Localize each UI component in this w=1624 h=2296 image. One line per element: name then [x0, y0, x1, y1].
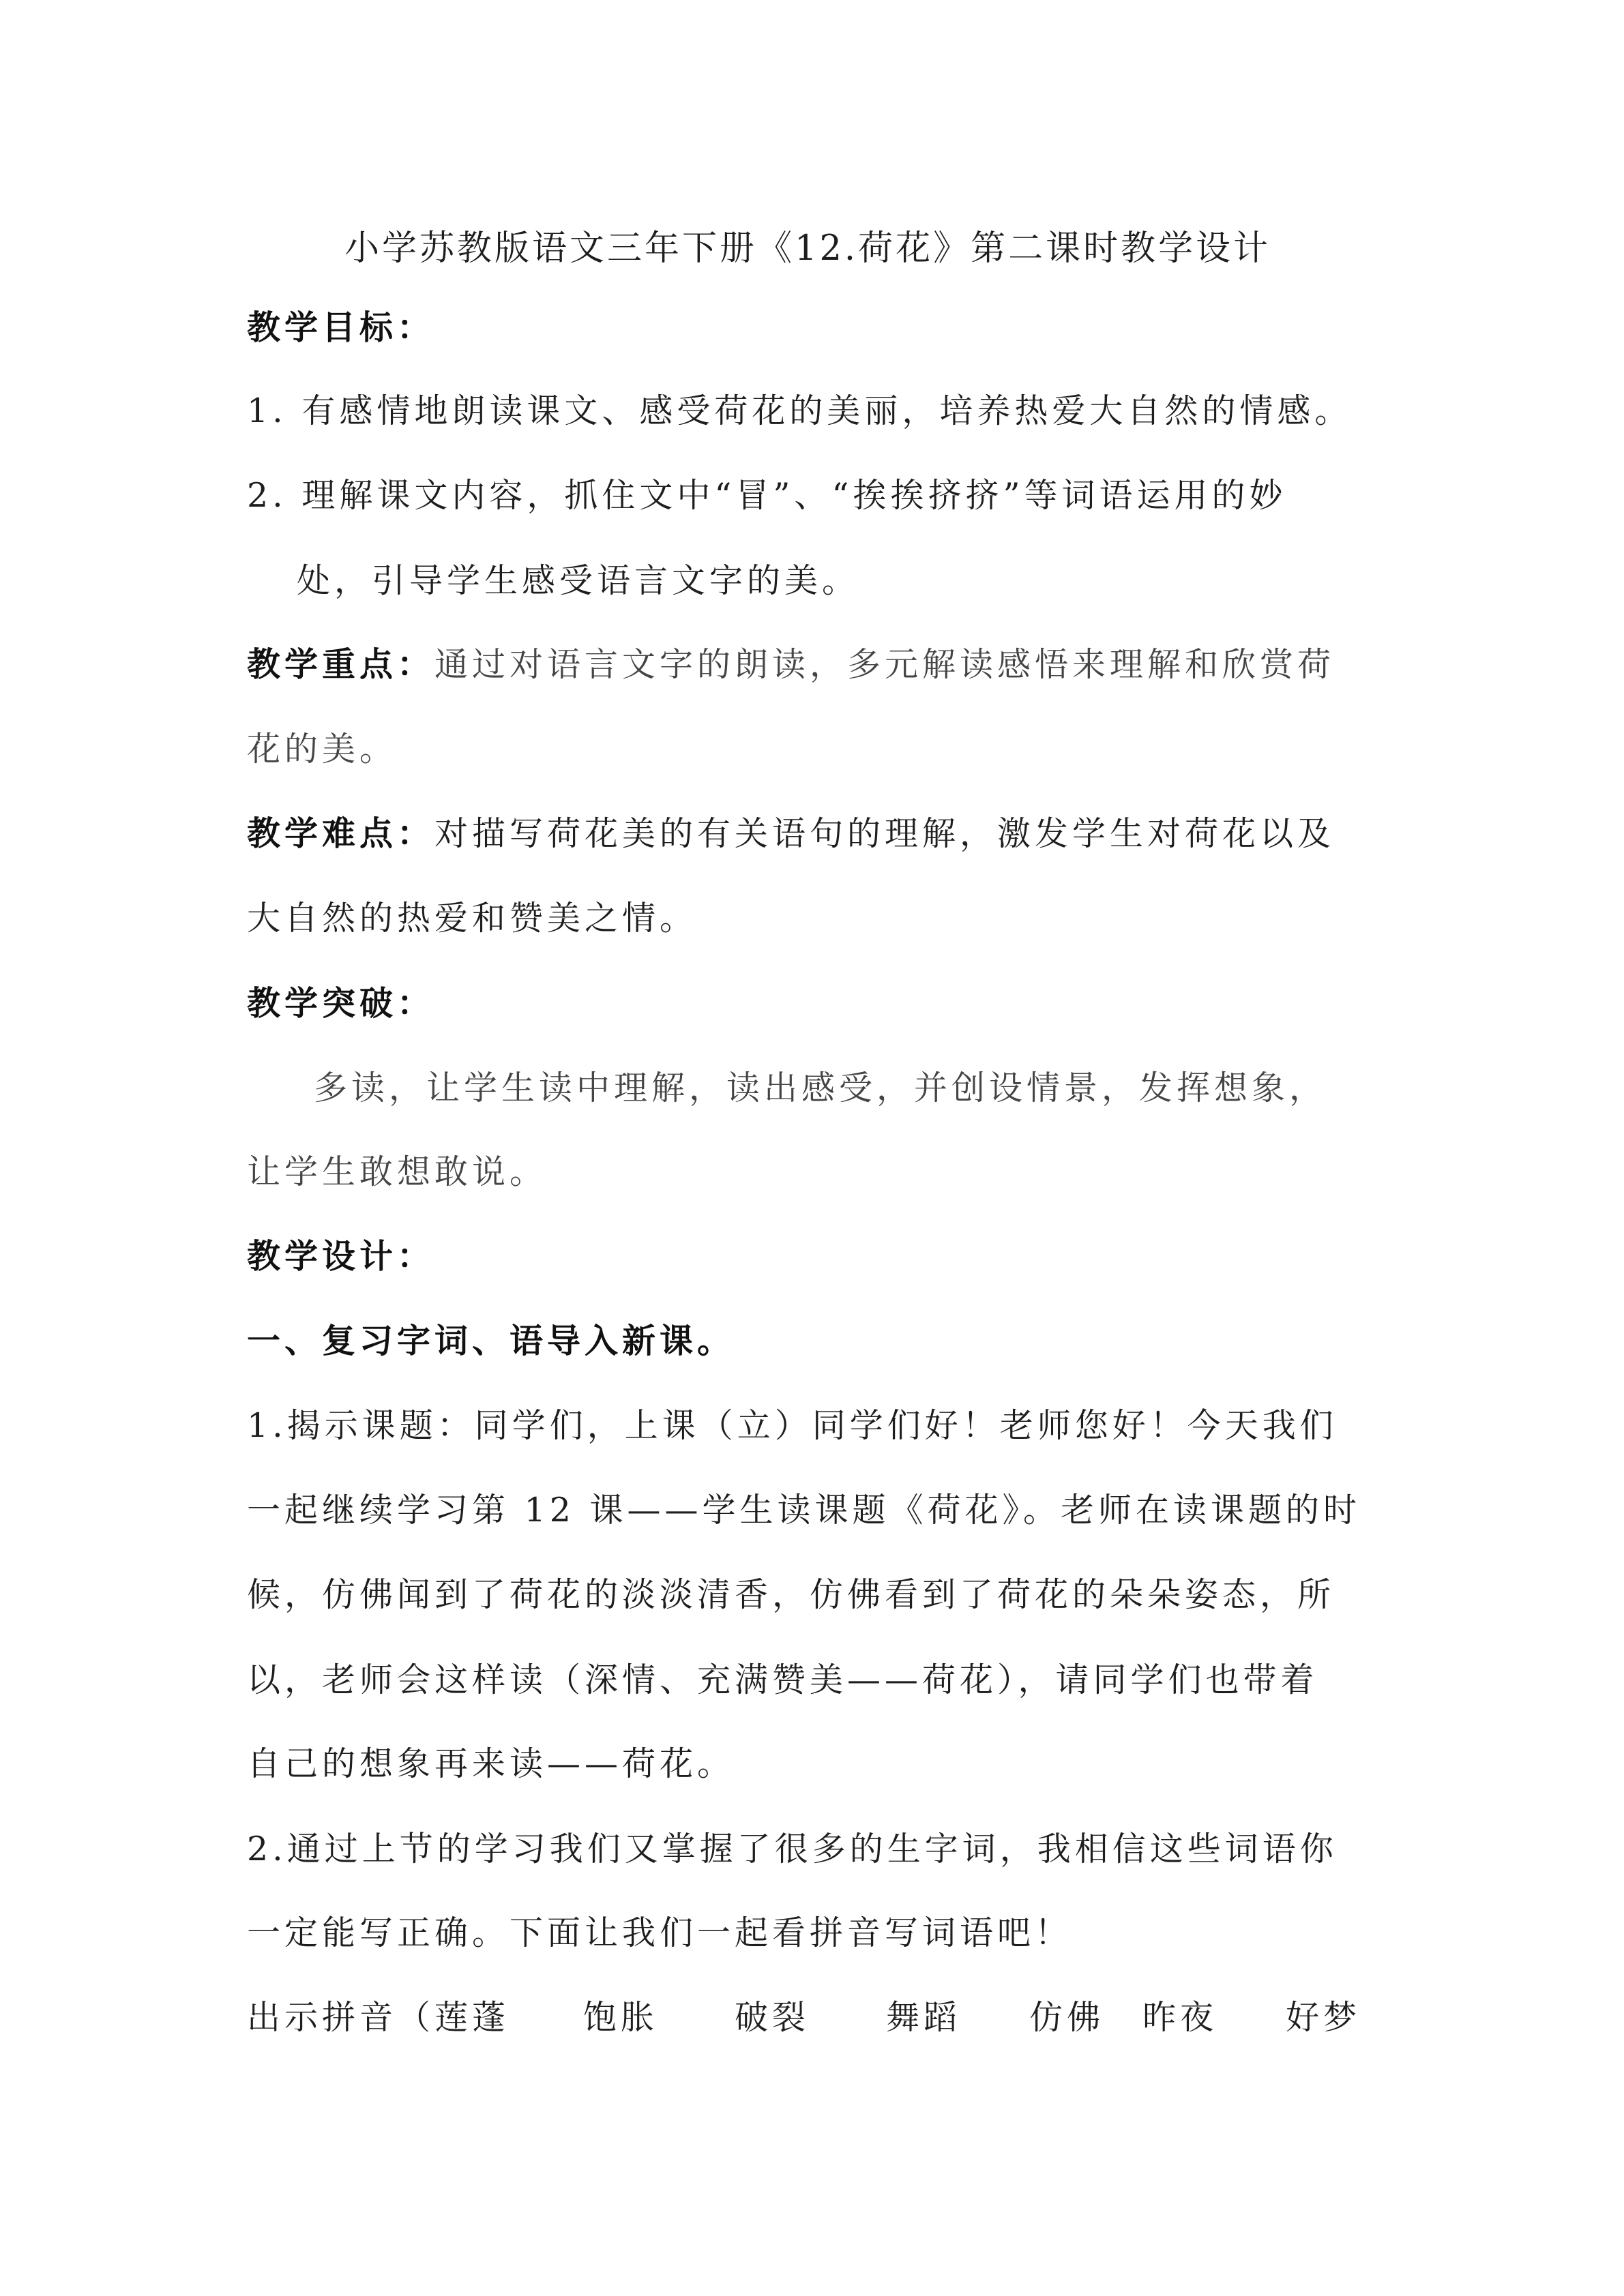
objective-1: 1. 有感情地朗读课文、感受荷花的美丽，培养热爱大自然的情感。 [247, 391, 1353, 430]
document-title: 小学苏教版语文三年下册《12.荷花》第二课时教学设计 [344, 228, 1271, 269]
pinyin-word: 饱胀 [583, 1998, 659, 2037]
pinyin-prefix: 出示拼音（莲蓬 [247, 1998, 510, 2037]
pinyin-word: 舞蹈 [886, 1998, 962, 2037]
step-2-line: 2.通过上节的学习我们又掌握了很多的生字词，我相信这些词语你 [247, 1830, 1338, 1868]
key-points-text: 通过对语言文字的朗读，多元解读感悟来理解和欣赏荷 [434, 645, 1335, 684]
pinyin-row [247, 1998, 1361, 2037]
step-1-line: 一起继续学习第 12 课——学生读课题《荷花》。老师在读课题的时 [247, 1491, 1361, 1530]
difficulties-line-2: 大自然的热爱和赞美之情。 [247, 899, 698, 938]
breakthrough-heading: 教学突破： [247, 983, 435, 1023]
difficulties-label: 教学难点： [247, 814, 435, 853]
step-1-line: 1.揭示课题：同学们，上课（立）同学们好！老师您好！今天我们 [247, 1406, 1338, 1445]
section-1-heading: 一、复习字词、语导入新课。 [247, 1321, 735, 1360]
key-points-line-1 [247, 644, 1335, 684]
objective-2-line-2: 处，引导学生感受语言文字的美。 [297, 561, 860, 600]
step-2-line: 一定能写正确。下面让我们一起看拼音写词语吧！ [247, 1913, 1073, 1952]
pinyin-word: 破裂 [735, 1998, 810, 2037]
design-heading: 教学设计： [247, 1236, 435, 1276]
pinyin-word: 好梦 [1286, 1998, 1361, 2037]
objective-2-line-1: 2. 理解课文内容，抓住文中“冒”、“挨挨挤挤”等词语运用的妙 [247, 476, 1287, 515]
difficulties-text: 对描写荷花美的有关语句的理解，激发学生对荷花以及 [434, 814, 1335, 853]
key-points-label: 教学重点： [247, 644, 435, 684]
key-points-line-2: 花的美。 [247, 730, 398, 769]
objectives-heading: 教学目标： [247, 308, 435, 347]
step-1-line: 以，老师会这样读（深情、充满赞美——荷花），请同学们也带着 [247, 1660, 1318, 1699]
breakthrough-line-2: 让学生敢想敢说。 [247, 1152, 548, 1191]
difficulties-line-1 [247, 814, 1335, 853]
pinyin-word: 仿佛 [1029, 1998, 1105, 2037]
breakthrough-line-1: 多读，让学生读中理解，读出感受，并创设情景，发挥想象， [314, 1069, 1327, 1107]
pinyin-word: 昨夜 [1142, 1998, 1218, 2037]
step-1-line: 候，仿佛闻到了荷花的淡淡清香，仿佛看到了荷花的朵朵姿态，所 [247, 1575, 1335, 1614]
step-1-line: 自己的想象再来读——荷花。 [247, 1744, 735, 1783]
